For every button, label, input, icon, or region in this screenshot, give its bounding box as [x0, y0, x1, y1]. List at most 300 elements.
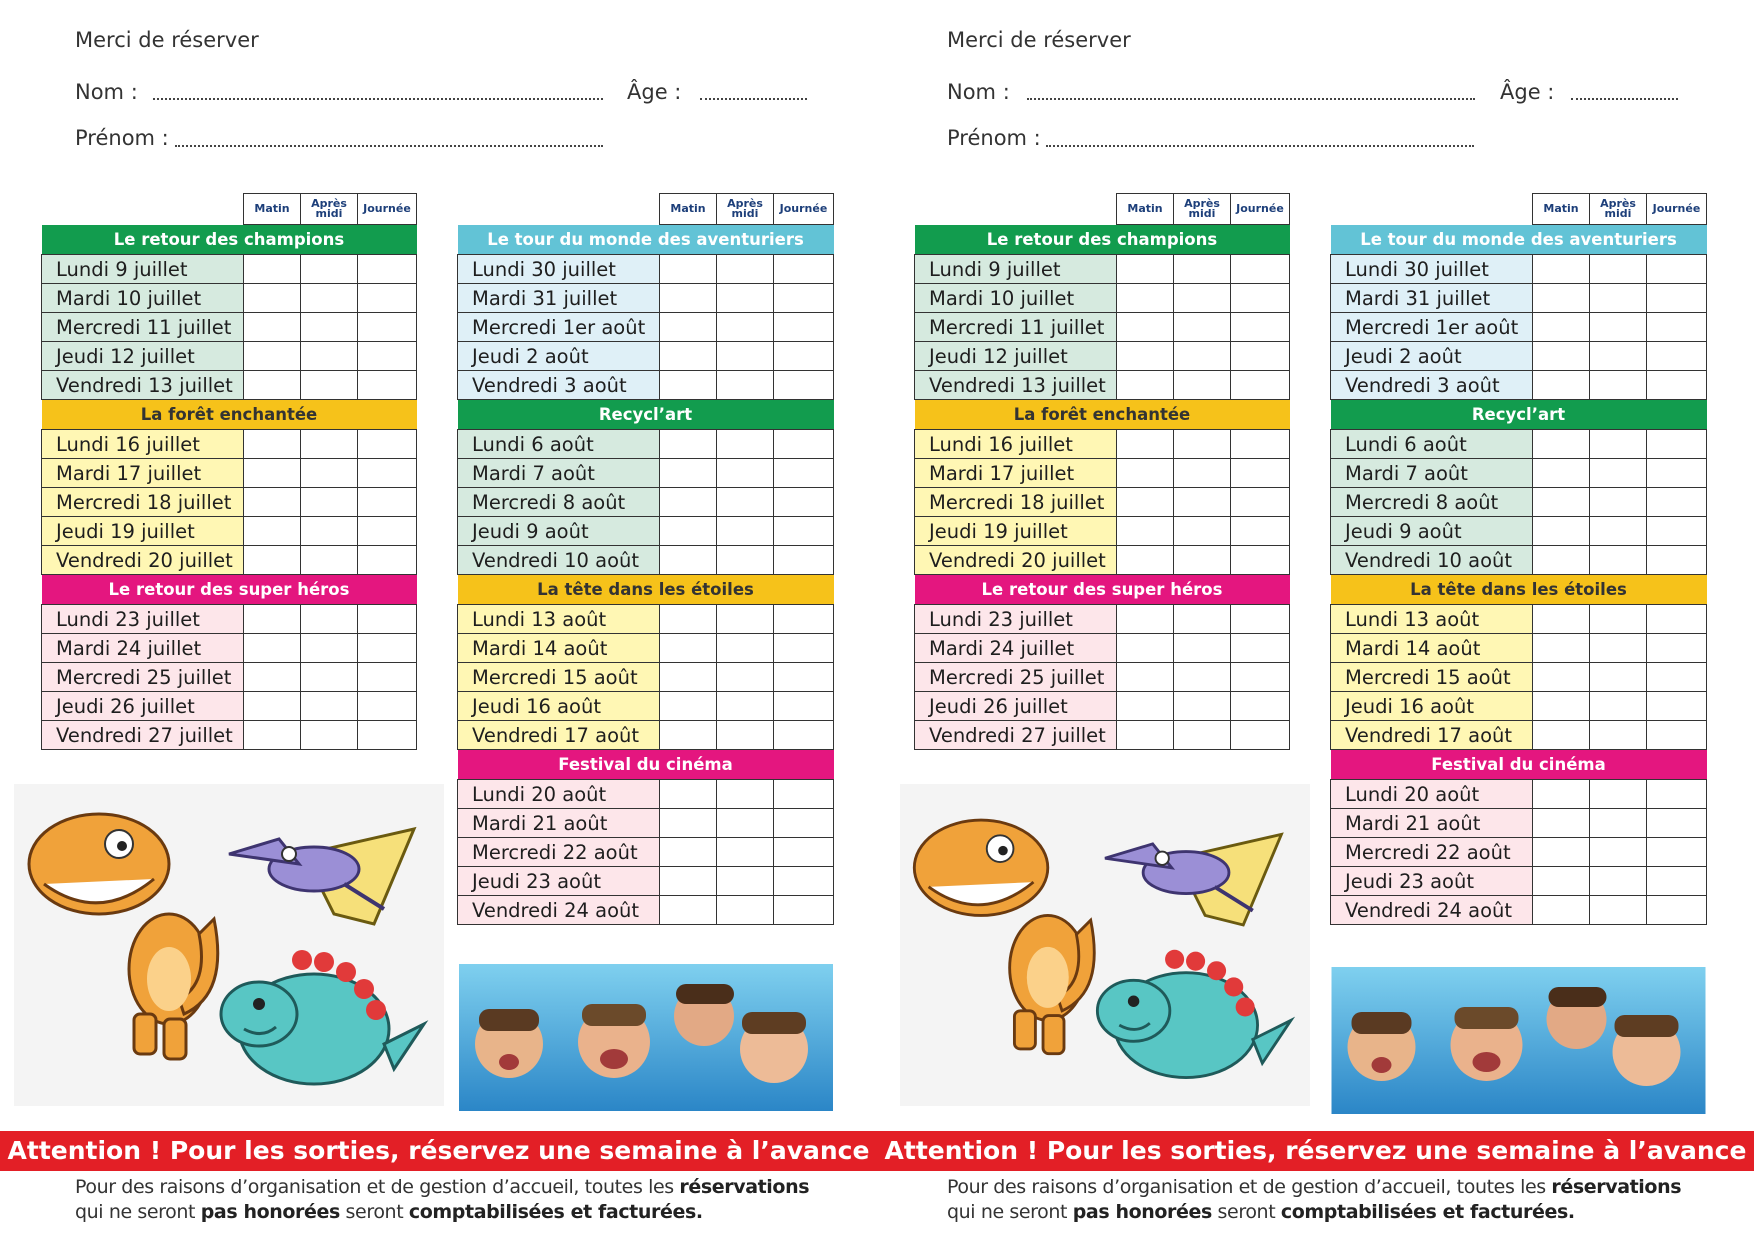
- checkbox-journee[interactable]: [774, 721, 834, 750]
- checkbox-apres-midi[interactable]: [717, 488, 774, 517]
- checkbox-apres-midi[interactable]: [1590, 867, 1647, 896]
- checkbox-matin[interactable]: [660, 284, 717, 313]
- checkbox-apres-midi[interactable]: [717, 634, 774, 663]
- checkbox-apres-midi[interactable]: [1590, 838, 1647, 867]
- col-matin: Matin: [1117, 194, 1174, 225]
- checkbox-journee[interactable]: [358, 546, 417, 575]
- checkbox-journee[interactable]: [1647, 838, 1707, 867]
- day-label: Mercredi 1er août: [458, 313, 660, 342]
- col-journee: Journée: [358, 194, 417, 225]
- checkbox-journee[interactable]: [774, 488, 834, 517]
- dinosaur-illustration-icon: [14, 784, 444, 1106]
- checkbox-journee[interactable]: [1647, 488, 1707, 517]
- checkbox-apres-midi[interactable]: [717, 692, 774, 721]
- checkbox-matin[interactable]: [660, 255, 717, 284]
- checkbox-journee[interactable]: [1231, 255, 1290, 284]
- checkbox-matin[interactable]: [660, 313, 717, 342]
- checkbox-apres-midi[interactable]: [1174, 692, 1231, 721]
- day-row: [42, 692, 417, 721]
- nom-label: Nom :: [75, 80, 138, 104]
- checkbox-apres-midi[interactable]: [1174, 459, 1231, 488]
- day-label: Jeudi 19 juillet: [42, 517, 244, 546]
- checkbox-journee[interactable]: [1231, 546, 1290, 575]
- day-row: [42, 721, 417, 750]
- checkbox-apres-midi[interactable]: [1174, 342, 1231, 371]
- checkbox-apres-midi[interactable]: [1590, 721, 1647, 750]
- checkbox-matin[interactable]: [1117, 517, 1174, 546]
- day-label: Vendredi 17 août: [1331, 721, 1533, 750]
- checkbox-apres-midi[interactable]: [301, 546, 358, 575]
- checkbox-matin[interactable]: [1117, 342, 1174, 371]
- day-row: [42, 430, 417, 459]
- day-row: [458, 867, 834, 896]
- checkbox-apres-midi[interactable]: [301, 459, 358, 488]
- checkbox-journee[interactable]: [774, 780, 834, 809]
- checkbox-journee[interactable]: [774, 838, 834, 867]
- checkbox-apres-midi[interactable]: [717, 284, 774, 313]
- checkbox-apres-midi[interactable]: [1590, 284, 1647, 313]
- day-label: Mardi 24 juillet: [915, 634, 1117, 663]
- theme-title: Le tour du monde des aventuriers: [487, 230, 804, 249]
- age-field[interactable]: [1571, 98, 1678, 100]
- checkbox-matin[interactable]: [244, 546, 301, 575]
- checkbox-matin[interactable]: [1533, 430, 1590, 459]
- day-row: [458, 780, 834, 809]
- checkbox-apres-midi[interactable]: [1590, 517, 1647, 546]
- day-row: [1331, 284, 1707, 313]
- checkbox-journee[interactable]: [358, 605, 417, 634]
- day-row: [915, 692, 1290, 721]
- checkbox-apres-midi[interactable]: [1590, 313, 1647, 342]
- checkbox-journee[interactable]: [1231, 313, 1290, 342]
- checkbox-matin[interactable]: [1117, 721, 1174, 750]
- checkbox-matin[interactable]: [244, 371, 301, 400]
- checkbox-journee[interactable]: [358, 488, 417, 517]
- checkbox-matin[interactable]: [660, 780, 717, 809]
- day-label: Mardi 14 août: [1331, 634, 1533, 663]
- checkbox-apres-midi[interactable]: [717, 663, 774, 692]
- checkbox-matin[interactable]: [660, 605, 717, 634]
- checkbox-journee[interactable]: [358, 721, 417, 750]
- checkbox-apres-midi[interactable]: [301, 721, 358, 750]
- checkbox-apres-midi[interactable]: [717, 371, 774, 400]
- theme-row: [458, 225, 834, 255]
- checkbox-journee[interactable]: [1231, 605, 1290, 634]
- checkbox-apres-midi[interactable]: [717, 809, 774, 838]
- day-label: Lundi 23 juillet: [915, 605, 1117, 634]
- checkbox-journee[interactable]: [774, 809, 834, 838]
- children-swimming-photo-icon: [459, 964, 833, 1111]
- checkbox-matin[interactable]: [244, 459, 301, 488]
- checkbox-matin[interactable]: [244, 313, 301, 342]
- checkbox-matin[interactable]: [244, 284, 301, 313]
- checkbox-matin[interactable]: [1533, 605, 1590, 634]
- checkbox-journee[interactable]: [1647, 313, 1707, 342]
- checkbox-apres-midi[interactable]: [717, 605, 774, 634]
- checkbox-apres-midi[interactable]: [1590, 605, 1647, 634]
- checkbox-journee[interactable]: [1647, 780, 1707, 809]
- day-label: Mardi 10 juillet: [915, 284, 1117, 313]
- checkbox-apres-midi[interactable]: [1174, 634, 1231, 663]
- swimmers-image: [1331, 967, 1706, 1114]
- checkbox-journee[interactable]: [1647, 517, 1707, 546]
- checkbox-matin[interactable]: [660, 430, 717, 459]
- day-label: Lundi 16 juillet: [915, 430, 1117, 459]
- day-row: [42, 371, 417, 400]
- checkbox-journee[interactable]: [774, 430, 834, 459]
- checkbox-apres-midi[interactable]: [717, 459, 774, 488]
- checkbox-matin[interactable]: [660, 809, 717, 838]
- note-bold: réservations: [1551, 1176, 1682, 1198]
- column-header-row: [915, 194, 1290, 225]
- checkbox-journee[interactable]: [358, 284, 417, 313]
- checkbox-journee[interactable]: [1647, 546, 1707, 575]
- checkbox-matin[interactable]: [660, 721, 717, 750]
- day-row: [1331, 721, 1707, 750]
- checkbox-apres-midi[interactable]: [717, 255, 774, 284]
- checkbox-matin[interactable]: [1533, 634, 1590, 663]
- checkbox-matin[interactable]: [1117, 371, 1174, 400]
- checkbox-matin[interactable]: [660, 663, 717, 692]
- day-label: Mercredi 18 juillet: [42, 488, 244, 517]
- day-row: [915, 284, 1290, 313]
- checkbox-matin[interactable]: [244, 255, 301, 284]
- nom-field[interactable]: [1027, 98, 1475, 100]
- day-row: [1331, 459, 1707, 488]
- checkbox-matin[interactable]: [1533, 896, 1590, 925]
- checkbox-journee[interactable]: [358, 459, 417, 488]
- checkbox-journee[interactable]: [774, 634, 834, 663]
- theme-row: [1331, 575, 1707, 605]
- day-label: Lundi 30 juillet: [458, 255, 660, 284]
- checkbox-apres-midi[interactable]: [301, 517, 358, 546]
- checkbox-apres-midi[interactable]: [1174, 313, 1231, 342]
- checkbox-journee[interactable]: [1647, 721, 1707, 750]
- note-text: seront: [1211, 1201, 1281, 1223]
- checkbox-apres-midi[interactable]: [717, 896, 774, 925]
- day-label: Mardi 21 août: [458, 809, 660, 838]
- checkbox-matin[interactable]: [1533, 255, 1590, 284]
- checkbox-journee[interactable]: [774, 255, 834, 284]
- form-title: Merci de réserver: [947, 28, 1131, 52]
- checkbox-matin[interactable]: [660, 867, 717, 896]
- checkbox-journee[interactable]: [358, 255, 417, 284]
- checkbox-apres-midi[interactable]: [301, 634, 358, 663]
- checkbox-apres-midi[interactable]: [1174, 488, 1231, 517]
- day-label: Jeudi 16 août: [1331, 692, 1533, 721]
- checkbox-apres-midi[interactable]: [301, 284, 358, 313]
- checkbox-journee[interactable]: [1647, 342, 1707, 371]
- checkbox-journee[interactable]: [1231, 634, 1290, 663]
- checkbox-matin[interactable]: [1533, 838, 1590, 867]
- checkbox-apres-midi[interactable]: [301, 488, 358, 517]
- checkbox-apres-midi[interactable]: [301, 342, 358, 371]
- theme-row: [458, 750, 834, 780]
- checkbox-matin[interactable]: [1533, 517, 1590, 546]
- checkbox-apres-midi[interactable]: [1590, 809, 1647, 838]
- checkbox-matin[interactable]: [244, 342, 301, 371]
- checkbox-apres-midi[interactable]: [1174, 546, 1231, 575]
- checkbox-matin[interactable]: [1533, 663, 1590, 692]
- reservation-note-left: [75, 1175, 809, 1225]
- checkbox-journee[interactable]: [1231, 342, 1290, 371]
- checkbox-matin[interactable]: [1533, 692, 1590, 721]
- col-apres-line1: Après: [727, 197, 763, 210]
- checkbox-matin[interactable]: [244, 634, 301, 663]
- checkbox-journee[interactable]: [774, 867, 834, 896]
- checkbox-apres-midi[interactable]: [717, 838, 774, 867]
- day-row: [915, 517, 1290, 546]
- day-label: Jeudi 2 août: [458, 342, 660, 371]
- checkbox-matin[interactable]: [660, 838, 717, 867]
- checkbox-matin[interactable]: [1117, 430, 1174, 459]
- day-label: Vendredi 27 juillet: [915, 721, 1117, 750]
- day-row: [915, 371, 1290, 400]
- day-label: Mercredi 1er août: [1331, 313, 1533, 342]
- note-text: seront: [339, 1201, 409, 1223]
- checkbox-journee[interactable]: [358, 517, 417, 546]
- checkbox-matin[interactable]: [660, 692, 717, 721]
- day-label: Lundi 20 août: [1331, 780, 1533, 809]
- checkbox-apres-midi[interactable]: [717, 546, 774, 575]
- checkbox-matin[interactable]: [660, 896, 717, 925]
- day-label: Lundi 13 août: [458, 605, 660, 634]
- checkbox-matin[interactable]: [1533, 867, 1590, 896]
- day-label: Lundi 30 juillet: [1331, 255, 1533, 284]
- checkbox-matin[interactable]: [1117, 488, 1174, 517]
- day-label: Jeudi 26 juillet: [42, 692, 244, 721]
- col-matin: Matin: [660, 194, 717, 225]
- checkbox-journee[interactable]: [1231, 721, 1290, 750]
- checkbox-apres-midi[interactable]: [301, 313, 358, 342]
- checkbox-matin[interactable]: [1117, 255, 1174, 284]
- checkbox-journee[interactable]: [358, 342, 417, 371]
- day-row: [1331, 896, 1707, 925]
- checkbox-matin[interactable]: [660, 371, 717, 400]
- checkbox-journee[interactable]: [774, 459, 834, 488]
- checkbox-matin[interactable]: [1117, 634, 1174, 663]
- checkbox-apres-midi[interactable]: [1174, 605, 1231, 634]
- checkbox-matin[interactable]: [1117, 605, 1174, 634]
- day-row: [1331, 634, 1707, 663]
- checkbox-journee[interactable]: [1231, 692, 1290, 721]
- checkbox-apres-midi[interactable]: [1590, 459, 1647, 488]
- checkbox-apres-midi[interactable]: [717, 313, 774, 342]
- checkbox-matin[interactable]: [244, 721, 301, 750]
- checkbox-journee[interactable]: [358, 371, 417, 400]
- checkbox-apres-midi[interactable]: [301, 605, 358, 634]
- checkbox-journee[interactable]: [774, 692, 834, 721]
- theme-title: Festival du cinéma: [1431, 755, 1606, 774]
- day-row: [1331, 663, 1707, 692]
- checkbox-matin[interactable]: [1117, 313, 1174, 342]
- checkbox-apres-midi[interactable]: [1174, 255, 1231, 284]
- checkbox-matin[interactable]: [244, 663, 301, 692]
- checkbox-journee[interactable]: [1231, 488, 1290, 517]
- checkbox-apres-midi[interactable]: [1590, 430, 1647, 459]
- checkbox-matin[interactable]: [1533, 809, 1590, 838]
- checkbox-apres-midi[interactable]: [301, 255, 358, 284]
- day-label: Mardi 21 août: [1331, 809, 1533, 838]
- checkbox-apres-midi[interactable]: [1174, 517, 1231, 546]
- checkbox-matin[interactable]: [660, 488, 717, 517]
- checkbox-journee[interactable]: [774, 546, 834, 575]
- checkbox-matin[interactable]: [1117, 284, 1174, 313]
- checkbox-matin[interactable]: [1117, 692, 1174, 721]
- checkbox-apres-midi[interactable]: [717, 342, 774, 371]
- checkbox-matin[interactable]: [244, 430, 301, 459]
- checkbox-apres-midi[interactable]: [1590, 342, 1647, 371]
- theme-title: La tête dans les étoiles: [537, 580, 754, 599]
- checkbox-journee[interactable]: [358, 692, 417, 721]
- day-row: [42, 517, 417, 546]
- checkbox-apres-midi[interactable]: [717, 517, 774, 546]
- checkbox-journee[interactable]: [1231, 430, 1290, 459]
- dinosaurs-image: [14, 784, 444, 1106]
- checkbox-journee[interactable]: [1647, 371, 1707, 400]
- checkbox-apres-midi[interactable]: [1590, 780, 1647, 809]
- nom-field[interactable]: [153, 98, 603, 100]
- checkbox-apres-midi[interactable]: [1590, 546, 1647, 575]
- day-label: Lundi 9 juillet: [915, 255, 1117, 284]
- day-row: [458, 721, 834, 750]
- checkbox-apres-midi[interactable]: [1174, 284, 1231, 313]
- checkbox-matin[interactable]: [1533, 313, 1590, 342]
- day-label: Jeudi 16 août: [458, 692, 660, 721]
- checkbox-journee[interactable]: [1231, 284, 1290, 313]
- checkbox-apres-midi[interactable]: [717, 867, 774, 896]
- checkbox-journee[interactable]: [1647, 284, 1707, 313]
- checkbox-matin[interactable]: [244, 517, 301, 546]
- checkbox-matin[interactable]: [660, 517, 717, 546]
- checkbox-apres-midi[interactable]: [301, 692, 358, 721]
- checkbox-apres-midi[interactable]: [717, 721, 774, 750]
- checkbox-journee[interactable]: [774, 605, 834, 634]
- column-header-row: [458, 194, 834, 225]
- checkbox-matin[interactable]: [244, 488, 301, 517]
- theme-row: [458, 400, 834, 430]
- checkbox-apres-midi[interactable]: [1590, 371, 1647, 400]
- checkbox-matin[interactable]: [1533, 546, 1590, 575]
- checkbox-matin[interactable]: [1117, 459, 1174, 488]
- checkbox-journee[interactable]: [774, 896, 834, 925]
- day-label: Vendredi 17 août: [458, 721, 660, 750]
- checkbox-matin[interactable]: [660, 459, 717, 488]
- checkbox-journee[interactable]: [1647, 809, 1707, 838]
- day-row: [458, 809, 834, 838]
- checkbox-apres-midi[interactable]: [1174, 721, 1231, 750]
- checkbox-journee[interactable]: [774, 313, 834, 342]
- nom-label: Nom :: [947, 80, 1010, 104]
- checkbox-journee[interactable]: [1231, 459, 1290, 488]
- checkbox-journee[interactable]: [358, 313, 417, 342]
- checkbox-matin[interactable]: [244, 692, 301, 721]
- checkbox-matin[interactable]: [660, 342, 717, 371]
- checkbox-matin[interactable]: [1533, 721, 1590, 750]
- day-label: Vendredi 20 juillet: [42, 546, 244, 575]
- checkbox-apres-midi[interactable]: [1590, 692, 1647, 721]
- col-apres-line2: midi: [315, 207, 343, 220]
- checkbox-apres-midi[interactable]: [1174, 430, 1231, 459]
- checkbox-apres-midi[interactable]: [301, 430, 358, 459]
- booking-slip-right: [877, 0, 1754, 1240]
- checkbox-journee[interactable]: [774, 517, 834, 546]
- checkbox-journee[interactable]: [1231, 663, 1290, 692]
- day-label: Lundi 20 août: [458, 780, 660, 809]
- day-label: Jeudi 19 juillet: [915, 517, 1117, 546]
- note-bold: pas honorées: [1072, 1201, 1212, 1223]
- checkbox-matin[interactable]: [660, 634, 717, 663]
- schedule-table-august: [457, 193, 834, 925]
- checkbox-journee[interactable]: [358, 430, 417, 459]
- checkbox-apres-midi[interactable]: [301, 371, 358, 400]
- checkbox-journee[interactable]: [1647, 692, 1707, 721]
- checkbox-journee[interactable]: [1647, 634, 1707, 663]
- day-row: [42, 255, 417, 284]
- checkbox-journee[interactable]: [358, 663, 417, 692]
- age-field[interactable]: [700, 98, 807, 100]
- checkbox-journee[interactable]: [1647, 255, 1707, 284]
- checkbox-journee[interactable]: [1231, 371, 1290, 400]
- day-row: [458, 459, 834, 488]
- checkbox-journee[interactable]: [774, 663, 834, 692]
- checkbox-apres-midi[interactable]: [1174, 371, 1231, 400]
- note-bold: comptabilisées et facturées.: [408, 1201, 703, 1223]
- checkbox-apres-midi[interactable]: [717, 780, 774, 809]
- day-row: [458, 342, 834, 371]
- checkbox-apres-midi[interactable]: [1174, 663, 1231, 692]
- prenom-field[interactable]: [1046, 145, 1474, 147]
- checkbox-apres-midi[interactable]: [1590, 488, 1647, 517]
- day-row: [1331, 255, 1707, 284]
- checkbox-journee[interactable]: [1647, 459, 1707, 488]
- checkbox-journee[interactable]: [1231, 517, 1290, 546]
- checkbox-matin[interactable]: [1533, 371, 1590, 400]
- checkbox-journee[interactable]: [358, 634, 417, 663]
- checkbox-matin[interactable]: [1533, 342, 1590, 371]
- checkbox-journee[interactable]: [1647, 430, 1707, 459]
- checkbox-journee[interactable]: [774, 342, 834, 371]
- checkbox-matin[interactable]: [244, 605, 301, 634]
- checkbox-apres-midi[interactable]: [1590, 255, 1647, 284]
- checkbox-apres-midi[interactable]: [1590, 634, 1647, 663]
- checkbox-apres-midi[interactable]: [1590, 663, 1647, 692]
- checkbox-matin[interactable]: [1533, 459, 1590, 488]
- checkbox-apres-midi[interactable]: [1590, 896, 1647, 925]
- checkbox-journee[interactable]: [1647, 896, 1707, 925]
- checkbox-journee[interactable]: [774, 284, 834, 313]
- checkbox-journee[interactable]: [1647, 663, 1707, 692]
- day-row: [458, 255, 834, 284]
- checkbox-journee[interactable]: [774, 371, 834, 400]
- checkbox-matin[interactable]: [1533, 488, 1590, 517]
- checkbox-matin[interactable]: [660, 546, 717, 575]
- day-label: Lundi 13 août: [1331, 605, 1533, 634]
- day-row: [915, 605, 1290, 634]
- prenom-field[interactable]: [175, 145, 603, 147]
- checkbox-apres-midi[interactable]: [301, 663, 358, 692]
- col-apres-midi: [717, 194, 774, 225]
- checkbox-matin[interactable]: [1117, 663, 1174, 692]
- header-spacer: [1331, 194, 1533, 225]
- checkbox-matin[interactable]: [1533, 284, 1590, 313]
- day-label: Mercredi 8 août: [458, 488, 660, 517]
- checkbox-matin[interactable]: [1533, 780, 1590, 809]
- checkbox-journee[interactable]: [1647, 867, 1707, 896]
- checkbox-matin[interactable]: [1117, 546, 1174, 575]
- checkbox-apres-midi[interactable]: [717, 430, 774, 459]
- checkbox-journee[interactable]: [1647, 605, 1707, 634]
